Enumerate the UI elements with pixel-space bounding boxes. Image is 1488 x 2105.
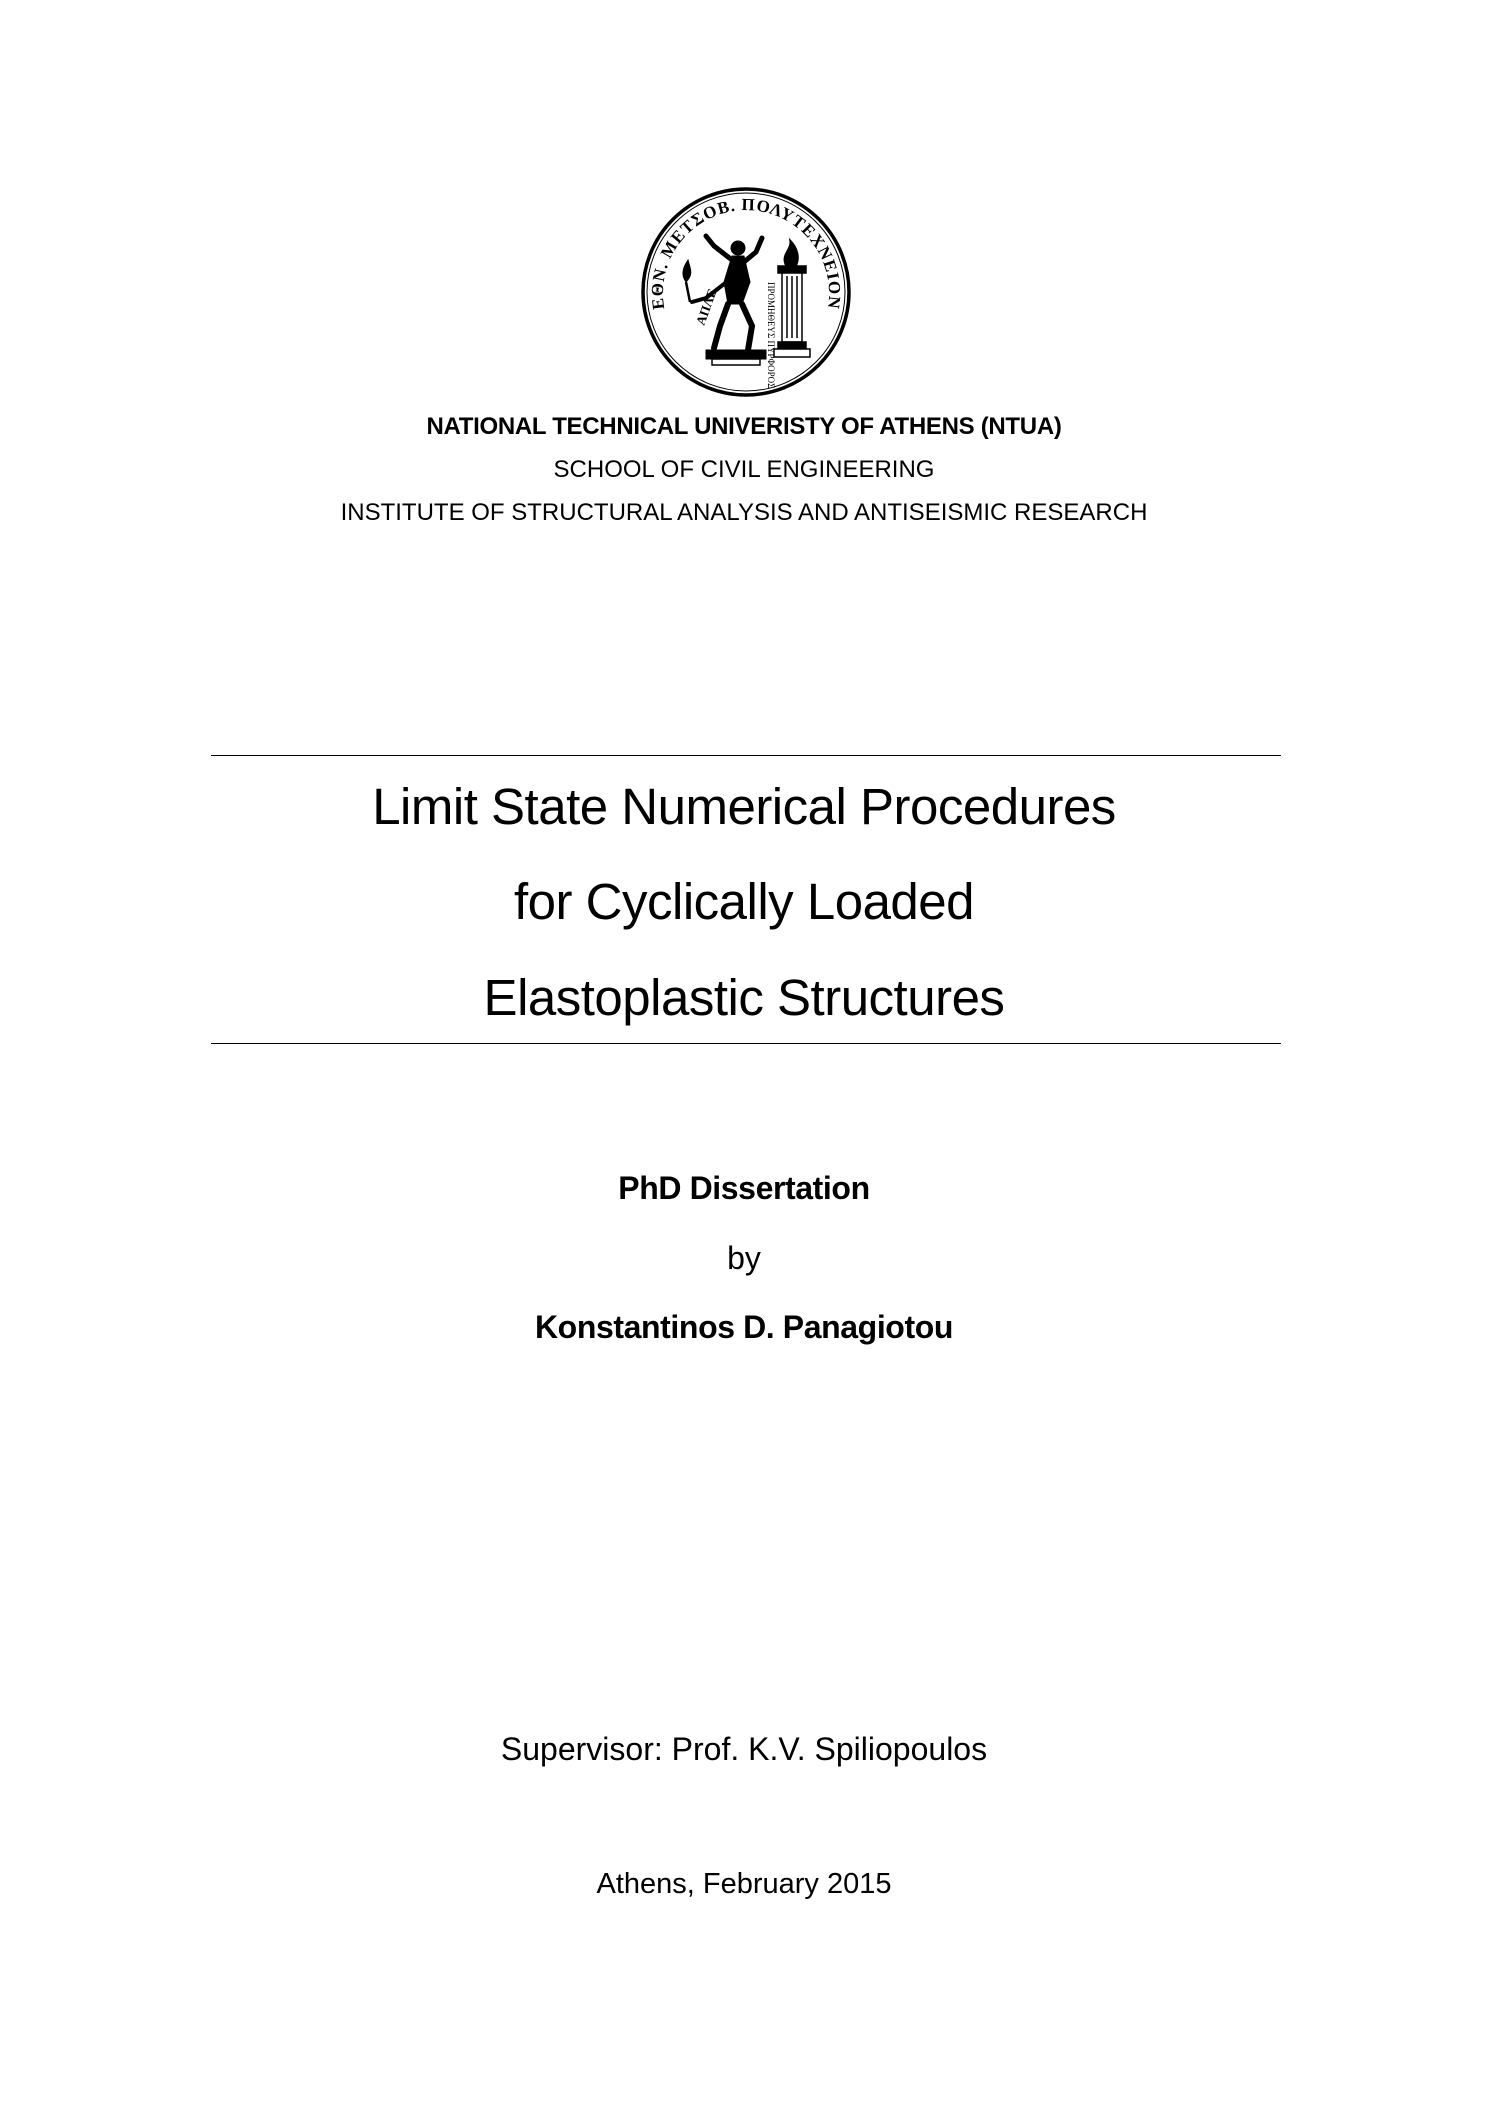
title-bottom-rule <box>211 1043 1281 1044</box>
institute-name: INSTITUTE OF STRUCTURAL ANALYSIS AND ANTISEISMIC RESEARCH <box>340 499 1148 526</box>
ntua-seal-logo <box>640 186 852 398</box>
svg-text:ΠΡΟΜΗΘΕΥΣ ΠΥΡΦΟΡΟΣ: ΠΡΟΜΗΘΕΥΣ ΠΥΡΦΟΡΟΣ <box>766 282 776 389</box>
author-name: Konstantinos D. Panagiotou <box>534 1309 954 1345</box>
place-date: Athens, February 2015 <box>596 1868 892 1900</box>
thesis-title-line-3: Elastoplastic Structures <box>483 969 1005 1026</box>
svg-text:ΑΠΛΕ: ΑΠΛΕ <box>692 286 720 328</box>
thesis-title-line-2: for Cyclically Loaded <box>513 873 975 930</box>
title-top-rule <box>211 755 1281 756</box>
by-label: by <box>727 1240 761 1276</box>
university-name: NATIONAL TECHNICAL UNIVERISTY OF ATHENS (NTUA) <box>426 413 1062 440</box>
school-name: SCHOOL OF CIVIL ENGINEERING <box>553 456 935 483</box>
thesis-title-line-1: Limit State Numerical Procedures <box>372 778 1116 835</box>
dissertation-type: PhD Dissertation <box>618 1170 870 1206</box>
supervisor-line: Supervisor: Prof. K.V. Spiliopoulos <box>500 1731 988 1767</box>
svg-text:ΕΘΝ. ΜΕΤΣΟΒ. ΠΟΛΥΤΕΧΝΕΙΟΝ: ΕΘΝ. ΜΕΤΣΟΒ. ΠΟΛΥΤΕΧΝΕΙΟΝ <box>647 194 845 311</box>
